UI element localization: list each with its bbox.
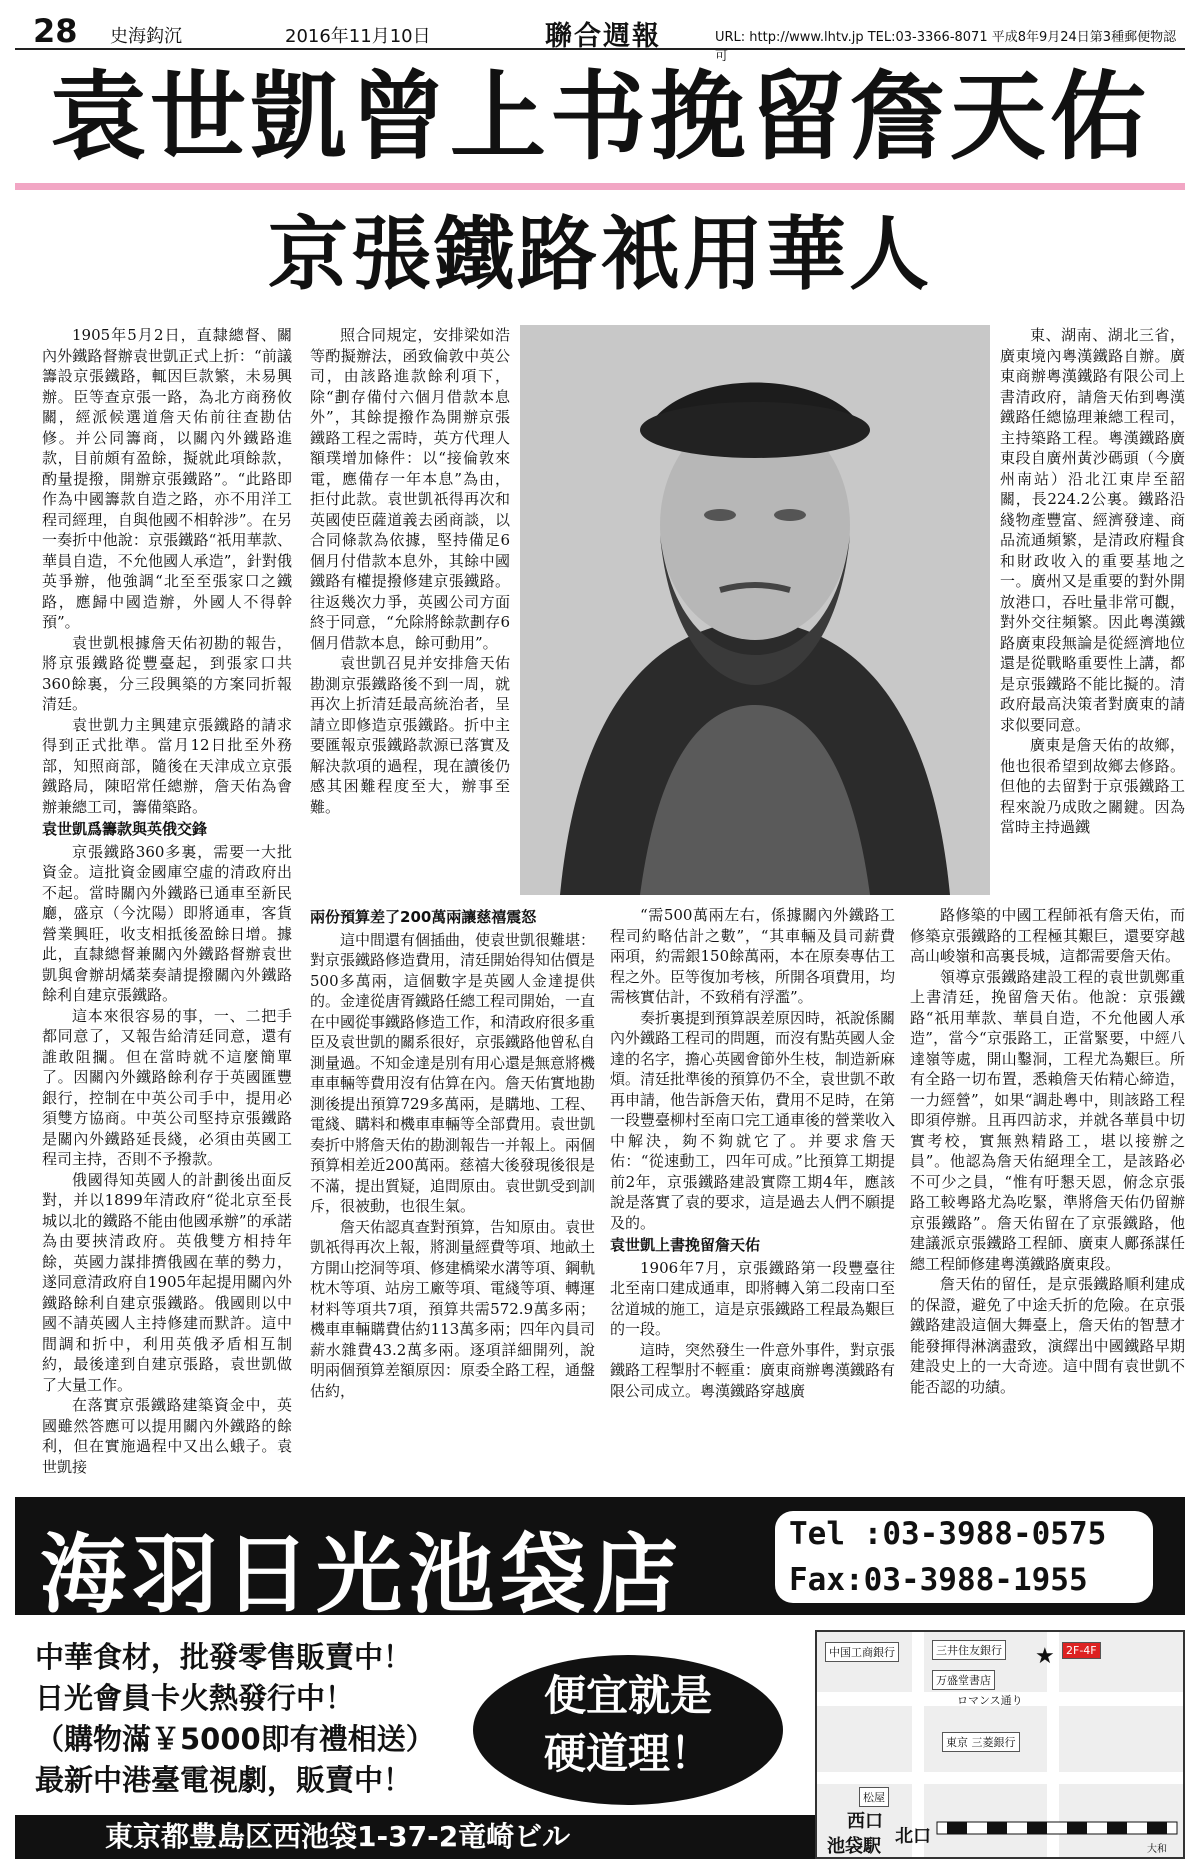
issue-date: 2016年11月10日 [285,26,431,47]
promo-line: 最新中港臺電視劇，販賣中！ [35,1763,413,1797]
divider [15,183,1185,190]
map-label: 池袋駅 [827,1836,881,1857]
paragraph: 俄國得知英國人的計劃後出面反對，并以1899年清政府“從北京至長城以北的鐵路不能由他國承辦”的承諾為由要挾清政府。英俄雙方相持年餘，英國力謀排擠俄國在華的勢力，遂同意清政府自1905年起提用關內外鐵路餘利自建京張鐵路。俄國則以中國不請英國人主持修建而默許。這中間調和折中，利用英俄矛盾相互制約，最後達到自建京張路，袁世凱做了大量工作。 [42,1170,292,1394]
phone-number: Tel :03-3988-0575 [789,1516,1107,1552]
paragraph: 詹天佑認真查對預算，告知原由。袁世凱祇得再次上報，將測量經費等項、地畝土方開山挖洞等項、修建橋梁水溝等項、鋼軌枕木等項、站房工廠等項、電綫等項、轉運材料等項共7項，預算共需572.9萬多兩；機車車輛購費估約113萬多兩；四年內員司薪水雜費43.2萬多兩。逐項詳細開列，說明兩個預算差額原因：原委全路工程，通盤估約， [310,1217,595,1400]
store-star-icon: ★ [1035,1644,1055,1669]
paragraph: 東、湖南、湖北三省，廣東境內粵漢鐵路自辦。廣東商辦粵漢鐵路有限公司上書清政府，請詹天佑到粵漢鐵路任總協理兼總工程司，主持築路工程。粵漢鐵路廣東段自廣州黃沙碼頭（今廣州南站）沿北江東岸至韶關，長224.2公裏。鐵路沿綫物產豐富、經濟發達、商品流通頻繁，是清政府糧食和財政收入的重要基地之一。廣州又是重要的對外開放港口，吞吐量非常可觀，對外交往頻繁。因此粵漢鐵路廣東段無論是從經濟地位還是從戰略重要性上講，都是京張鐵路不能比擬的。清政府最高決策者對廣東的請求似要同意。 [1000,326,1185,734]
map-label: 大和 [1147,1844,1167,1855]
paragraph: 這本來很容易的事，一、二把手都同意了，又報告給清廷同意，還有誰敢阻攔。但在當時就不這麼簡單了。因關內外鐵路餘利存于英國匯豐銀行，控制在中英公司手中，提用必須雙方協商。中英公司堅持京張鐵路是關內外鐵路延長綫，必須由英國工程司主持，否則不予撥款。 [42,1006,292,1168]
article-column-3 [1000,325,1185,895]
paragraph: 這中間還有個插曲，使袁世凱很難堪：對京張鐵路修造費用，清廷開始得知估價是500多萬兩，這個數字是英國人金達提供的。金達從唐胥鐵路任總工程司開始，一直在中國從事鐵路修造工作，和清政府很多重臣及袁世凱的關系很好，京張鐵路他曾私自測量過。不知金達是別有用心還是無意將機車車輛等費用沒有估算在內。詹天佑實地勘測後提出預算729多萬兩，是購地、工程、電綫、購料和機車車輛等全部費用。袁世凱奏折中將詹天佑的勘測報告一并報上。兩個預算相差近200萬兩。慈禧大後發現後很是不滿，提出質疑，追問原由。袁世凱受到訓斥，很被動，也很生氣。 [310,930,595,1215]
portrait-photo [520,325,990,895]
article-column-1 [42,325,292,1495]
page-number: 28 [33,12,78,50]
promo-line: （購物滿￥5000即有禮相送） [35,1722,435,1756]
paragraph: 袁世凱召見并安排詹天佑勘測京張鐵路後不到一周，就再次上折清廷最高統治者，呈請立即修造京張鐵路。折中主要匯報京張鐵路款源已落實及解決款項的過程，現在讀後仍感其困難程度至大，辦事至難。 [310,654,510,816]
header-info: URL: http://www.lhtv.jp TEL:03-3366-8071 平成8年9月24日第3種郵便物認可 [715,30,1177,64]
paragraph: 廣東是詹天佑的故鄉，他也很希望到故鄉去修路。但他的去留對于京張鐵路工程來說乃成敗之關鍵。因為當時主持過鐵 [1000,736,1185,836]
map-label: 中国工商銀行 [825,1642,899,1662]
paragraph: 路修築的中國工程師祇有詹天佑，而修築京張鐵路的工程極其艱巨，還要穿越高山峻嶺和高裏長城，這都需要詹天佑。 [910,906,1185,965]
ad-banner [15,1497,1185,1625]
promo-list [35,1637,435,1801]
map-label: 2F-4F [1062,1642,1101,1659]
section-heading: 袁世凱上書挽留詹天佑 [610,1236,761,1254]
map-label: 万盛堂書店 [932,1670,995,1690]
section-heading: 兩份預算差了200萬兩讓慈禧震怒 [310,908,537,926]
article-column-5 [610,905,895,1495]
map-label: 東京 三菱銀行 [942,1732,1020,1752]
store-name: 海羽日光池袋店 [40,1525,684,1625]
paragraph: 在落實京張鐵路建築資金中，英國雖然答應可以提用關內外鐵路的餘利，但在實施過程中又出么蛾子。袁世凱接 [42,1396,292,1476]
promo-line: 中華食材，批發零售販賣中！ [35,1640,413,1674]
contact-box [775,1511,1153,1603]
slogan-badge [473,1655,783,1805]
paragraph: 1905年5月2日，直隸總督、關內外鐵路督辦袁世凱正式上折：“前議籌設京張鐵路，輒因巨款繁，未易興辦。臣等查京張一路，為北方商務攸關，經派候選道詹天佑前往查勘估修。并公同籌商，以關內外鐵路進款，目前頗有盈餘，擬就此項餘款，酌量提撥，開辦京張鐵路”。“此路即作為中國籌款自造之路，亦不用洋工程司經理，自與他國不相幹涉”。在另一奏折中他說：京張鐵路“祇用華款、華員自造，不允他國人承造”，針對俄英爭辦，他強調“北至至張家口之鐵路，應歸中國造辦，外國人不得幹預”。 [42,326,292,631]
store-address: 東京都豊島区西池袋1-37-2竜崎ビル [15,1815,815,1859]
slogan-line: 便宜就是 [543,1671,712,1720]
slogan-line: 硬道理！ [543,1729,712,1778]
paragraph: 京張鐵路360多裏，需要一大批資金。這批資金國庫空虛的清政府出不起。當時關內外鐵路已通車至新民廳，盛京（今沈陽）即將通車，客貨營業興旺，收支相抵後盈餘日增。據此，直隸總督兼關內外鐵路督辦袁世凱與會辦胡燏棻奏請提撥關內外鐵路餘利自建京張鐵路。 [42,842,292,1004]
subheadline: 京張鐵路衹用華人 [268,208,932,301]
section-heading: 袁世凱爲籌款與英俄交鋒 [42,820,208,838]
location-map [815,1630,1185,1859]
headline: 袁世凱曾上书挽留詹天佑 [50,61,1150,173]
paragraph: 領導京張鐵路建設工程的袁世凱鄭重上書清廷，挽留詹天佑。他說：京張鐵路“祇用華款、華員自造，不允他國人承造”，當今“京張路工，正當緊要，中經八達嶺等處，開山鑿洞，工程尤為艱巨。所有全路一切布置，悉賴詹天佑精心締造，一力經營”，如果“調赴粵中，則該路工程即須停辦。且再四訪求，并就各華員中切實考校，實無熟精路工，堪以接辦之員”。他認為詹天佑絕理全工，是該路必不可少之員，“惟有吁懇天恩，俯念京張路工較粵路尤為吃緊，準將詹天佑仍留辦京張鐵路”。詹天佑留在了京張鐵路，他建議派京張鐵路工程師、廣東人鄺孫謀任總工程師修建粵漢鐵路廣東段。 [910,967,1185,1273]
section-name: 史海鈎沉 [110,26,182,47]
newspaper-name: 聯合週報 [545,21,661,52]
page-header [15,12,1185,64]
paragraph: 1906年7月，京張鐵路第一段豐臺往北至南口建成通車，即將轉入第二段南口至岔道城的施工，這是京張鐵路工程最為艱巨的一段。 [610,1258,895,1338]
store-advertisement [15,1497,1185,1859]
portrait-illustration [520,325,990,895]
paragraph: 袁世凱根據詹天佑初勘的報告，將京張鐵路從豐臺起，到張家口共360餘裏，分三段興築的方案同折報清廷。 [42,633,292,713]
paragraph: 袁世凱力主興建京張鐵路的請求得到正式批準。當月12日批至外務部，知照商部，隨後在天津成立京張鐵路局，陳昭常任總辦，詹天佑為會辦兼總工司，籌備築路。 [42,715,292,816]
paragraph: 詹天佑的留任，是京張鐵路順利建成的保證，避免了中途夭折的危險。在京張鐵路建設這個大舞臺上，詹天佑的智慧才能發揮得淋漓盡致，演繹出中國鐵路早期建設史上的一大奇迹。這中間有袁世凱不能否認的功績。 [910,1275,1185,1396]
paragraph: 照合同規定，安排梁如浩等酌擬辦法，函致倫敦中英公司，由該路進款餘利項下，除“劃存備付六個月借款本息外”，其餘提撥作為開辦京張鐵路工程之需時，英方代理人額璞增加條件：以“接倫敦來電，應備存一年本息”為由，拒付此款。袁世凱祇得再次和英國使臣薩道義去函商談，以合同條款為依據，堅持備足6個月付借款本息外，其餘中國鐵路有權提撥修建京張鐵路。往返幾次力爭，英國公司方面終于同意，“允除將餘款劃存6個月借款本息，餘可動用”。 [310,326,510,652]
fax-number: Fax:03-3988-1955 [789,1562,1088,1598]
paragraph: 這時，突然發生一件意外事件，對京張鐵路工程掣肘不輕重：廣東商辦粵漢鐵路有限公司成立。粵漢鐵路穿越廣 [610,1340,895,1400]
map-label: 西口 [847,1811,883,1832]
map-label: 北口 [895,1826,931,1847]
article-column-6 [910,905,1185,1495]
article-column-4 [310,905,595,1495]
street-name: ロマンス通り [957,1694,1023,1707]
paragraph: 奏折裏提到預算誤差原因時，祇說係關內外鐵路工程司的問題，而沒有點英國人金達的名字，擔心英國會節外生枝，制造新麻煩。清廷批準後的預算仍不全，袁世凱不敢再申請，他告訴詹天佑，費用不足時，在第一段豐臺柳村至南口完工通車後的營業收入中解決，夠不夠就它了。并要求詹天佑：“從速動工，四年可成。”比預算工期提前2年，京張鐵路建設實際工期4年，應該說是落實了袁的要求，這是過去人們不願提及的。 [610,1008,895,1232]
map-label: 三井住友銀行 [932,1640,1006,1660]
promo-line: 日光會員卡火熱發行中！ [35,1681,355,1715]
article-column-2 [310,325,510,895]
map-label: 松屋 [859,1787,889,1807]
paragraph: “需500萬兩左右，係據關內外鐵路工程司約略估計之數”，“其車輛及員司薪費兩項，約需銀150餘萬兩，本在原奏專估工程之外。臣等復加考核，所開各項費用，均需核實估計，不致稍有浮濫”。 [610,906,895,1006]
